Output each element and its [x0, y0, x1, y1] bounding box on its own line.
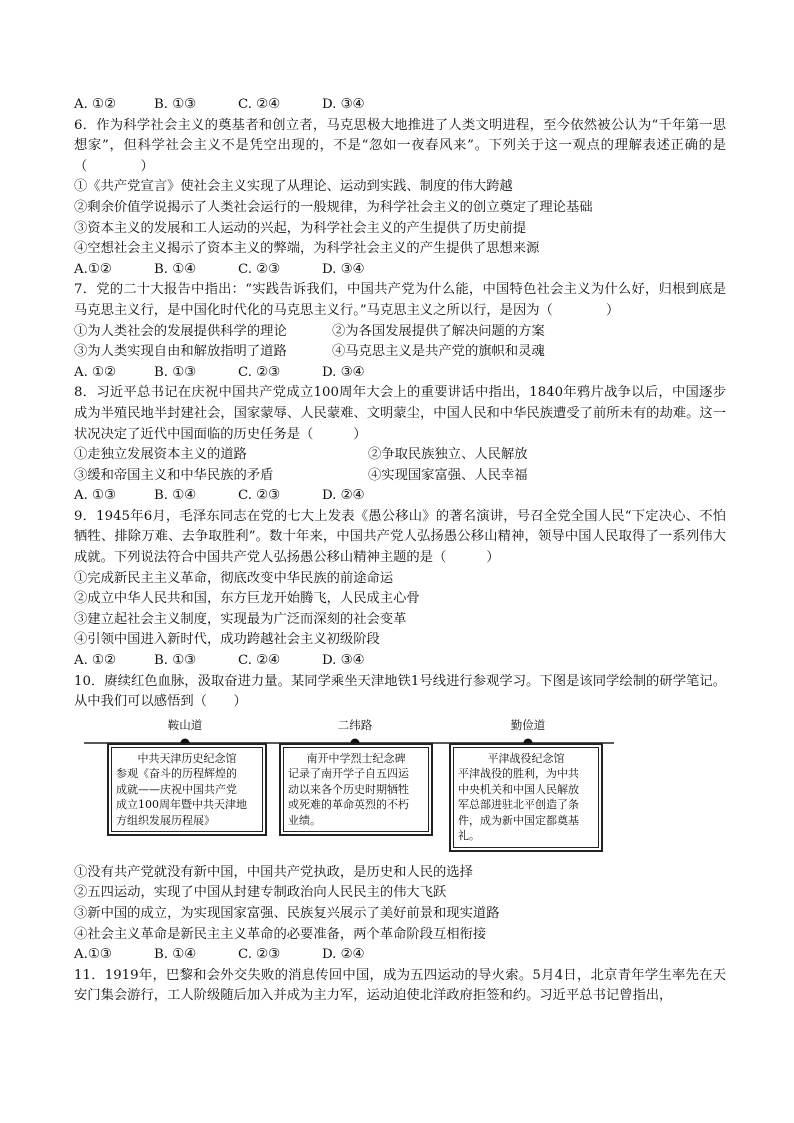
- option-b[interactable]: B. ①③: [154, 97, 197, 112]
- q8-item-2: ②争取民族独立、人民解放: [368, 447, 528, 463]
- q8-options: [74, 486, 726, 507]
- note-box-line: 中央机关和中国人民解放: [458, 782, 579, 796]
- q9-options: [74, 651, 726, 672]
- q7-items-row-1: [74, 322, 726, 343]
- q8-items-row-2: [74, 466, 726, 487]
- q6-item-4: ④空想社会主义揭示了资本主义的弊端，为科学社会主义的产生提供了思想来源: [74, 241, 540, 257]
- option-c[interactable]: C. ②③: [238, 947, 280, 963]
- option-d[interactable]: D. ③④: [322, 261, 365, 277]
- q5-options: [74, 95, 726, 116]
- q6-options: [74, 260, 726, 281]
- station-label: 勤俭道: [510, 717, 546, 732]
- option-a[interactable]: A. ①②: [74, 653, 116, 669]
- option-a[interactable]: A.①③: [74, 947, 112, 963]
- q8-item-3: ③缓和帝国主义和中华民族的矛盾: [74, 467, 274, 483]
- option-c[interactable]: C. ②④: [238, 653, 280, 669]
- note-box-line: 业绩。: [288, 813, 321, 827]
- q6-stem: 6．作为科学社会主义的奠基者和创立者，马克思极大地推进了人类文明进程，至今依然被公认为“千年第一思想家”，但科学社会主义不是凭空出现的，不是“忽如一夜春风来”。下列关于这一观点的理解表述正确的是（ ）: [74, 117, 726, 174]
- option-b[interactable]: B. ①④: [154, 947, 197, 963]
- note-box-nankai-monument: [279, 743, 433, 837]
- q7-stem: 7．党的二十大报告中指出：“实践告诉我们，中国共产党为什么能，中国特色社会主义为什么好，归根到底是马克思主义行，是中国化时代化的马克思主义行。”马克思主义之所以行，是因为（ ）: [74, 282, 726, 318]
- q11-stem: 11．1919年，巴黎和会外交失败的消息传回中国，成为五四运动的导火索。5月4日，北京青年学生率先在天安门集会游行，工人阶级随后加入并成为主力军，运动迫使北洋政府拒签和约。习近平总书记曾指出，: [74, 967, 726, 1004]
- option-b[interactable]: B. ①③: [154, 364, 197, 380]
- option-d[interactable]: D. ③④: [322, 364, 365, 380]
- note-box-line: 动以来各个历史时期牺牲: [288, 782, 409, 796]
- q9-stem: 9．1945年6月，毛泽东同志在党的七大上发表《愚公移山》的著名演讲，号召全党全国人民“下定决心、不怕牺牲、排除万难、去争取胜利”。数十年来，中国共产党人弘扬愚公移山精神，领导中国人民取得了一系列伟大成就。下列说法符合中国共产党人弘扬愚公移山精神主题的是（ ）: [74, 508, 726, 566]
- option-a[interactable]: A. ①②: [74, 364, 116, 380]
- q7-options: [74, 363, 726, 384]
- q9-item-1: ①完成新民主主义革命，彻底改变中华民族的前途命运: [74, 570, 394, 586]
- q10-item-4: ④社会主义革命是新民主主义革命的必要准备，两个革命阶段互相衔接: [74, 926, 487, 942]
- note-box-pingjin-campaign: [449, 743, 603, 852]
- option-c[interactable]: C. ②③: [238, 261, 280, 277]
- note-box-line: 方组织发展历程展》: [116, 813, 215, 827]
- option-d[interactable]: D. ②④: [322, 947, 365, 963]
- q10-item-3: ③新中国的成立，为实现国家富强、民族复兴展示了美好前景和现实道路: [74, 906, 500, 921]
- q9-item-3: ③建立起社会主义制度，实现最为广泛而深刻的社会变革: [74, 611, 407, 627]
- option-b[interactable]: B. ①④: [154, 261, 197, 277]
- q8-items-row-1: [74, 445, 726, 466]
- q7-items-row-2: [74, 342, 726, 363]
- q6-item-2: ②剩余价值学说揭示了人类社会运行的一般规律，为科学社会主义的创立奠定了理论基础: [74, 199, 593, 215]
- q9-item-4: ④引领中国进入新时代，成功跨越社会主义初级阶段: [74, 632, 380, 648]
- note-box-line: 军总部进驻北平创造了条: [458, 798, 579, 812]
- option-d[interactable]: D. ③④: [322, 653, 365, 669]
- option-b[interactable]: B. ①④: [154, 488, 197, 504]
- option-c[interactable]: C. ②④: [238, 97, 280, 112]
- q10-stem: 10．赓续红色血脉，汲取奋进力量。某同学乘坐天津地铁1号线进行参观学习。下图是该同学绘制的研学笔记。从中我们可以感悟到（ ）: [74, 673, 726, 710]
- option-a[interactable]: A. ①③: [74, 488, 116, 504]
- q6-item-1: ①《共产党宣言》使社会主义实现了从理论、运动到实践、制度的伟大跨越: [74, 179, 513, 195]
- station-label: 鞍山道: [167, 717, 203, 732]
- exam-page: [74, 95, 726, 1007]
- note-box-line: 参观《奋斗的历程辉煌的: [116, 767, 237, 781]
- q7-item-3: ③为人类实现自由和解放指明了道路: [74, 344, 287, 360]
- note-box-line: 件，成为新中国定都奠基: [458, 813, 579, 827]
- q7-item-4: ④马克思主义是共产党的旗帜和灵魂: [332, 344, 545, 360]
- note-box-line: 或死难的革命英烈的不朽: [288, 798, 409, 812]
- note-box-line: 成就——庆祝中国共产党: [116, 782, 237, 796]
- q8-item-4: ④实现国家富强、人民幸福: [368, 467, 528, 483]
- option-c[interactable]: C. ②③: [238, 364, 280, 380]
- q7-item-2: ②为各国发展提供了解决问题的方案: [332, 323, 545, 339]
- metro-line-diagram: [74, 719, 726, 859]
- note-box-title: 平津战役纪念馆: [487, 751, 565, 765]
- option-d[interactable]: D. ②④: [322, 488, 365, 504]
- option-a[interactable]: A. ①②: [74, 97, 116, 112]
- note-box-memorial-hall: [107, 743, 267, 837]
- note-box-line: 礼。: [458, 829, 480, 843]
- note-box-title: 中共天津历史纪念馆: [137, 751, 237, 765]
- station-label: 二纬路: [337, 717, 373, 732]
- q7-item-1: ①为人类社会的发展提供科学的理论: [74, 323, 287, 339]
- q8-stem: 8．习近平总书记在庆祝中国共产党成立100周年大会上的重要讲话中指出，1840年鸦片战争以后，中国逐步成为半殖民地半封建社会，国家蒙辱、人民蒙难、文明蒙尘，中国人民和中华民族遭受了前所未有的劫难。这一状况决定了近代中国面临的历史任务是（ ）: [74, 385, 726, 442]
- note-box-line: 平津战役的胜利，为中共: [458, 767, 579, 781]
- q9-item-2: ②成立中华人民共和国，东方巨龙开始腾飞，人民成主心骨: [74, 591, 420, 607]
- q10-options: [74, 945, 726, 966]
- option-d[interactable]: D. ③④: [322, 97, 365, 112]
- note-box-line: 记录了南开学子自五四运: [288, 767, 409, 781]
- option-b[interactable]: B. ①③: [154, 653, 197, 669]
- option-c[interactable]: C. ②③: [238, 488, 280, 504]
- q6-item-3: ③资本主义的发展和工人运动的兴起，为科学社会主义的产生提供了历史前提: [74, 220, 527, 236]
- note-box-title: 南开中学烈士纪念碑: [306, 751, 406, 765]
- note-box-line: 成立100周年暨中共天津地: [116, 798, 247, 812]
- q10-item-2: ②五四运动，实现了中国从封建专制政治向人民民主的伟大飞跃: [74, 885, 447, 901]
- q8-item-1: ①走独立发展资本主义的道路: [74, 447, 247, 463]
- option-a[interactable]: A.①②: [74, 261, 112, 277]
- q10-item-1: ①没有共产党就没有新中国，中国共产党执政，是历史和人民的选择: [74, 864, 473, 880]
